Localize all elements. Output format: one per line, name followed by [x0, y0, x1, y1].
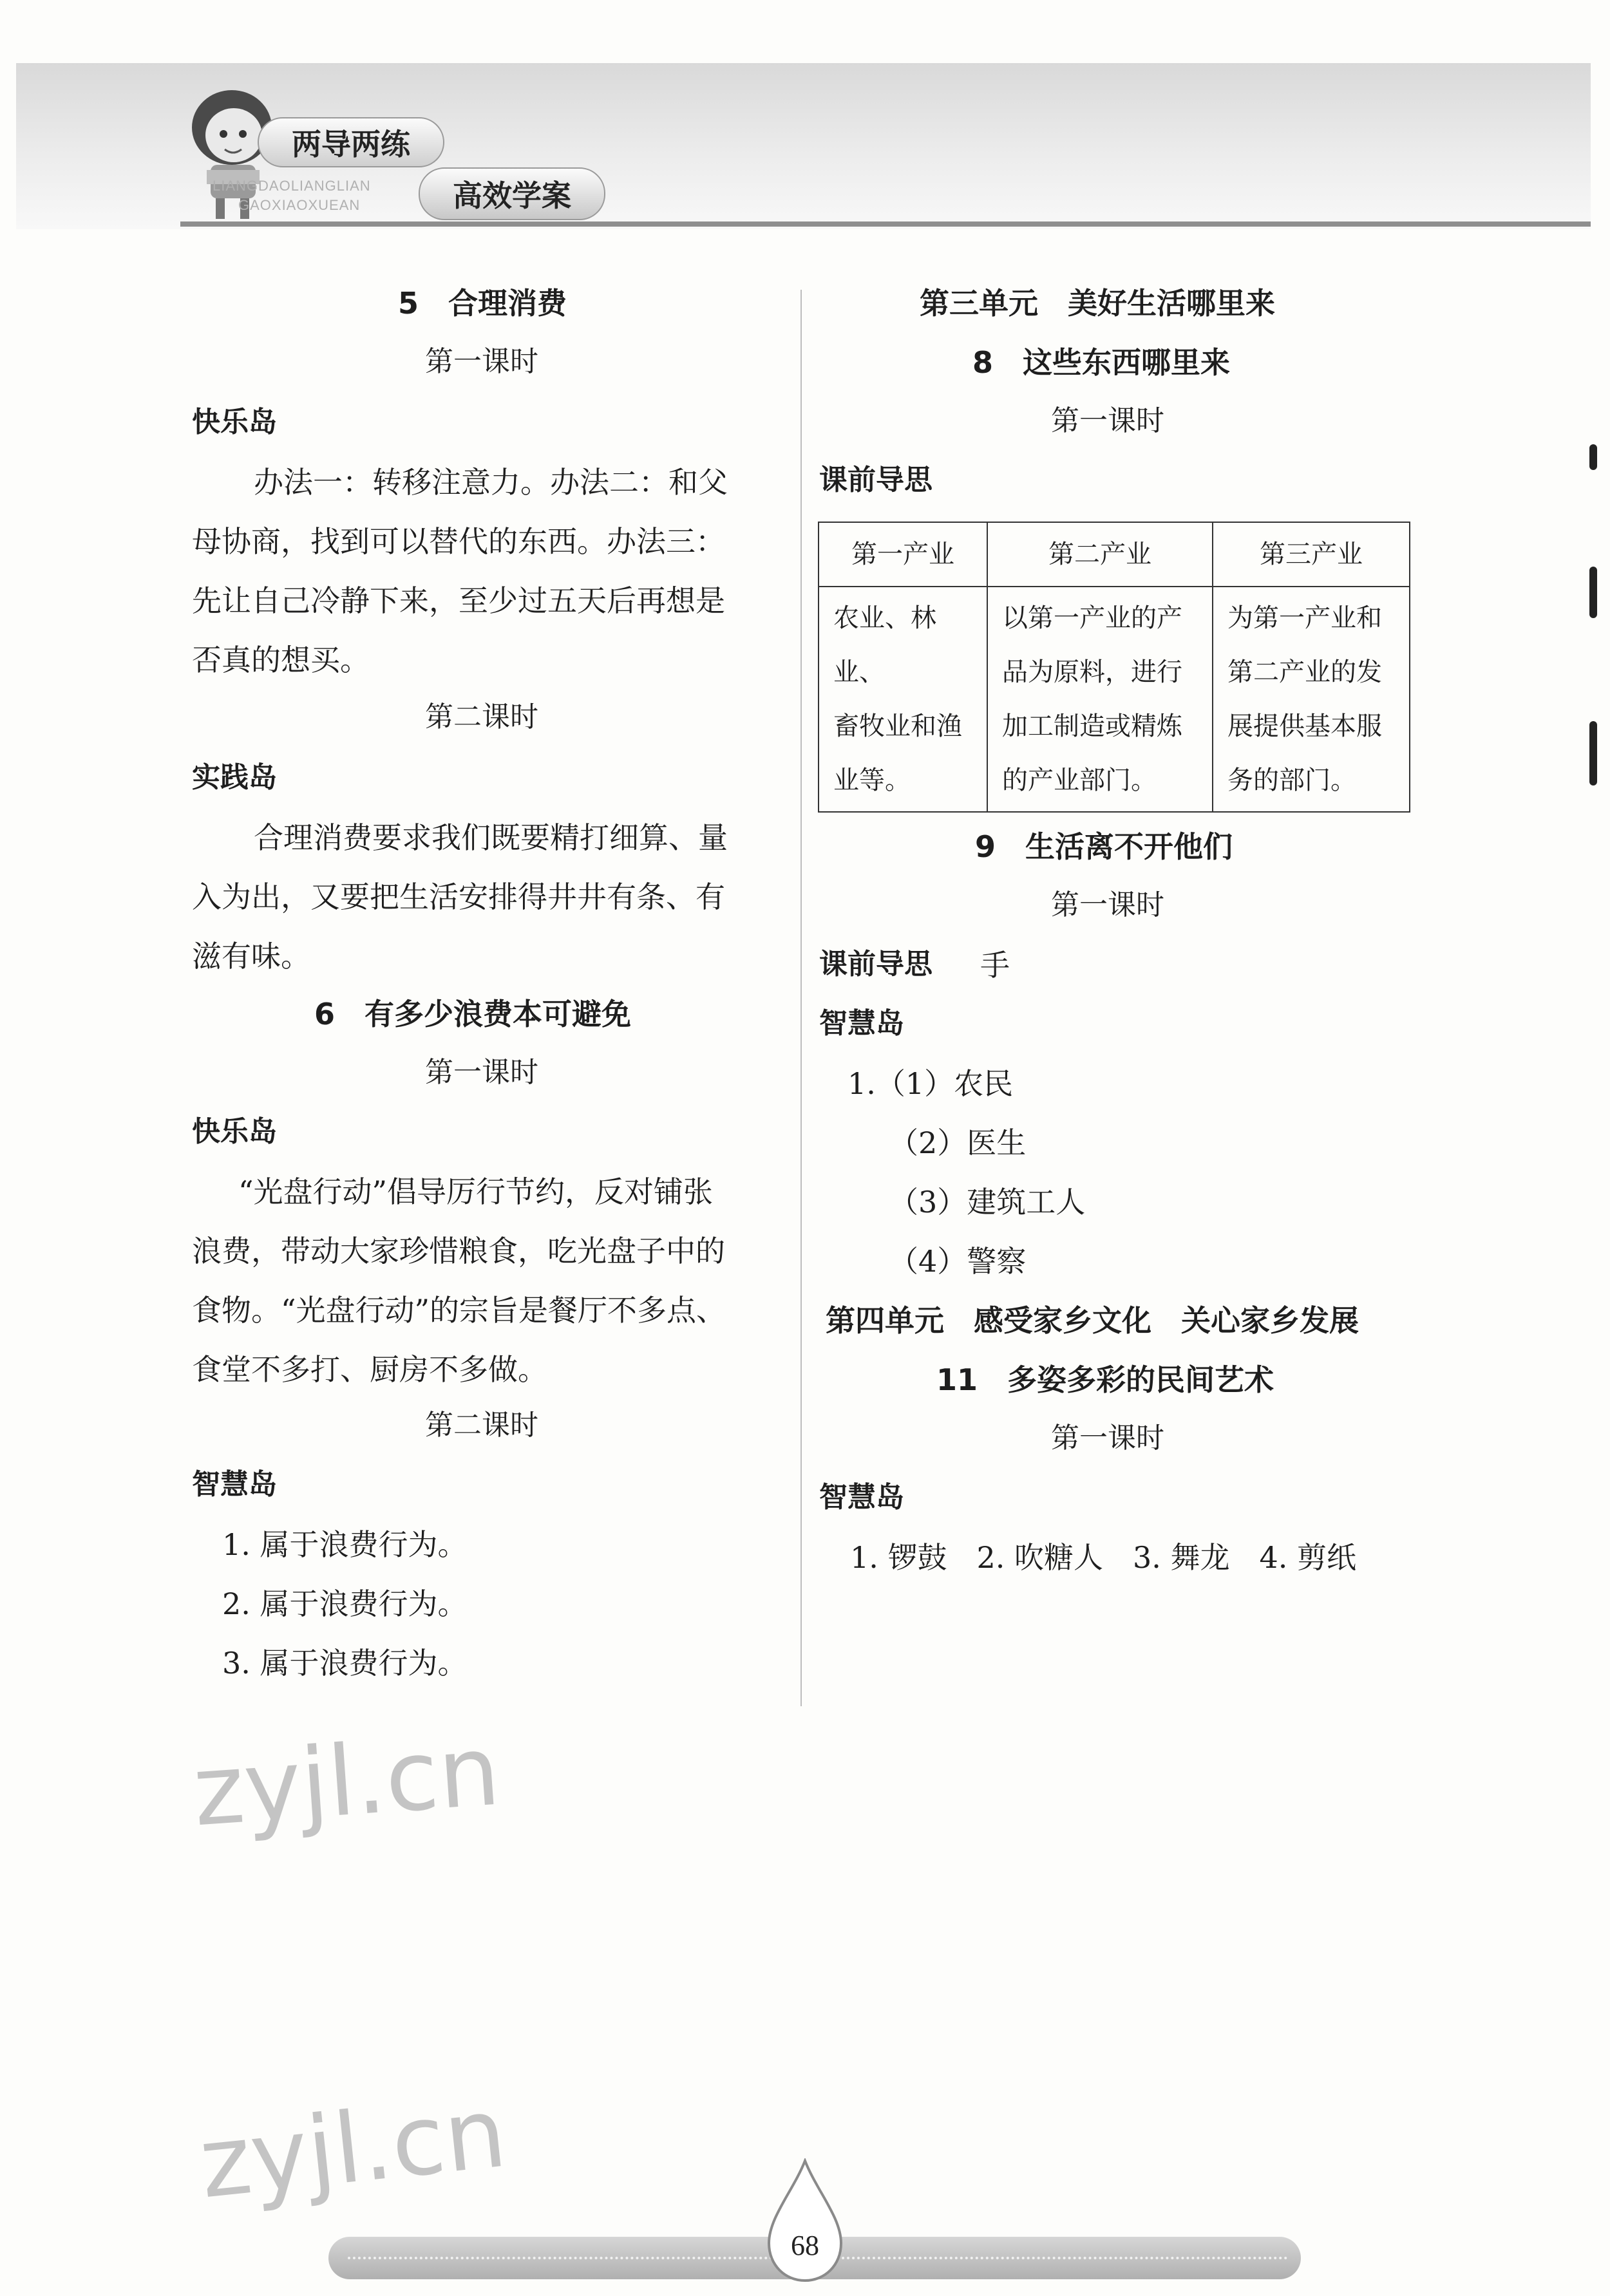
list-item: （2）医生	[889, 1125, 1027, 1160]
lesson-label: 第一课时	[425, 1056, 538, 1089]
section-label: 课前导思	[819, 464, 933, 496]
lesson-label: 第一课时	[1051, 889, 1164, 921]
edge-mark	[1589, 721, 1597, 786]
section-title-8: 8 这些东西哪里来	[972, 345, 1231, 380]
lesson-label: 第一课时	[425, 345, 538, 378]
edge-mark	[1589, 567, 1597, 618]
page-number: 68	[791, 2230, 819, 2261]
paragraph-line: 食堂不多打、厨房不多做。	[192, 1352, 547, 1387]
section-label: 智慧岛	[819, 1007, 904, 1040]
table-cell	[1213, 587, 1410, 812]
cell-line: 农业、林业、	[833, 603, 936, 687]
section-title-5: 5 合理消费	[398, 286, 567, 321]
table-header-cell: 第二产业	[987, 522, 1213, 587]
paragraph-line: 母协商，找到可以替代的东西。办法三：	[192, 524, 725, 559]
list-item: 2. 属于浪费行为。	[222, 1586, 468, 1621]
watermark: zyjl.cn	[194, 2076, 511, 2221]
cell-line: 业等。	[833, 766, 911, 795]
page-drop-icon	[765, 2158, 845, 2284]
list-item: （3）建筑工人	[889, 1185, 1086, 1219]
section-label: 课前导思	[819, 948, 933, 981]
section-label: 快乐岛	[192, 1115, 277, 1148]
section-title-6: 6 有多少浪费本可避免	[314, 997, 632, 1031]
paragraph-line: 滋有味。	[192, 939, 310, 974]
column-divider	[800, 290, 802, 1706]
cell-line: 为第一产业和	[1227, 603, 1382, 633]
brand-title-2: 高效学案	[419, 167, 605, 220]
section-label: 实践岛	[192, 761, 277, 794]
paragraph-line: 办法一：转移注意力。办法二：和父	[254, 465, 728, 500]
brand-title-1: 两导两练	[258, 117, 444, 167]
brand-pinyin-2: GAOXIAOXUEAN	[238, 197, 361, 213]
table-cell	[987, 587, 1213, 812]
edge-mark	[1589, 444, 1597, 470]
section-label: 快乐岛	[192, 406, 277, 438]
section-label: 智慧岛	[819, 1481, 904, 1514]
list-item: 1. 属于浪费行为。	[222, 1527, 468, 1562]
table-cell	[819, 587, 987, 812]
unit-title-3: 第三单元 美好生活哪里来	[920, 286, 1275, 321]
paragraph-line: 浪费，带动大家珍惜粮食，吃光盘子中的	[192, 1234, 725, 1268]
answer-text: 手	[980, 948, 1010, 983]
list-item: （4）警察	[889, 1244, 1027, 1279]
cell-line: 展提供基本服	[1227, 711, 1382, 741]
paragraph-line: 否真的想买。	[192, 643, 370, 677]
lesson-label: 第一课时	[1051, 404, 1164, 437]
brand-pinyin-1: LIANGDAOLIANGLIAN	[213, 178, 371, 194]
section-title-9: 9 生活离不开他们	[975, 829, 1233, 864]
list-item: 3. 属于浪费行为。	[222, 1646, 468, 1680]
table-header-cell: 第三产业	[1213, 522, 1410, 587]
table-header-cell: 第一产业	[819, 522, 987, 587]
cell-line: 的产业部门。	[1002, 766, 1157, 795]
lesson-label: 第二课时	[425, 701, 538, 733]
paragraph-line: 先让自己冷静下来，至少过五天后再想是	[192, 583, 725, 618]
cell-line: 第二产业的发	[1227, 657, 1382, 687]
lesson-label: 第一课时	[1051, 1422, 1164, 1454]
cell-line: 以第一产业的产	[1002, 603, 1182, 633]
cell-line: 加工制造或精炼	[1002, 711, 1182, 741]
cell-line: 务的部门。	[1227, 766, 1356, 795]
cell-line: 畜牧业和渔	[833, 711, 962, 741]
cell-line: 品为原料，进行	[1002, 657, 1182, 687]
list-item: 1.（1）农民	[848, 1066, 1014, 1101]
lesson-label: 第二课时	[425, 1409, 538, 1442]
industry-table	[818, 522, 1410, 813]
table-header-row	[819, 522, 1410, 587]
header-rule	[180, 221, 1591, 227]
watermark: zyjl.cn	[189, 1715, 504, 1849]
section-title-11: 11 多姿多彩的民间艺术	[936, 1362, 1274, 1397]
answer-text: 1. 锣鼓 2. 吹糖人 3. 舞龙 4. 剪纸	[850, 1540, 1357, 1575]
paragraph-line: “光盘行动”倡导厉行节约，反对铺张	[238, 1174, 714, 1209]
paragraph-line: 食物。“光盘行动”的宗旨是餐厅不多点、	[192, 1293, 726, 1328]
paragraph-line: 入为出，又要把生活安排得井井有条、有	[192, 880, 725, 914]
section-label: 智慧岛	[192, 1468, 277, 1501]
paragraph-line: 合理消费要求我们既要精打细算、量	[254, 820, 728, 855]
table-row	[819, 587, 1410, 812]
unit-title-4: 第四单元 感受家乡文化 关心家乡发展	[826, 1303, 1359, 1338]
